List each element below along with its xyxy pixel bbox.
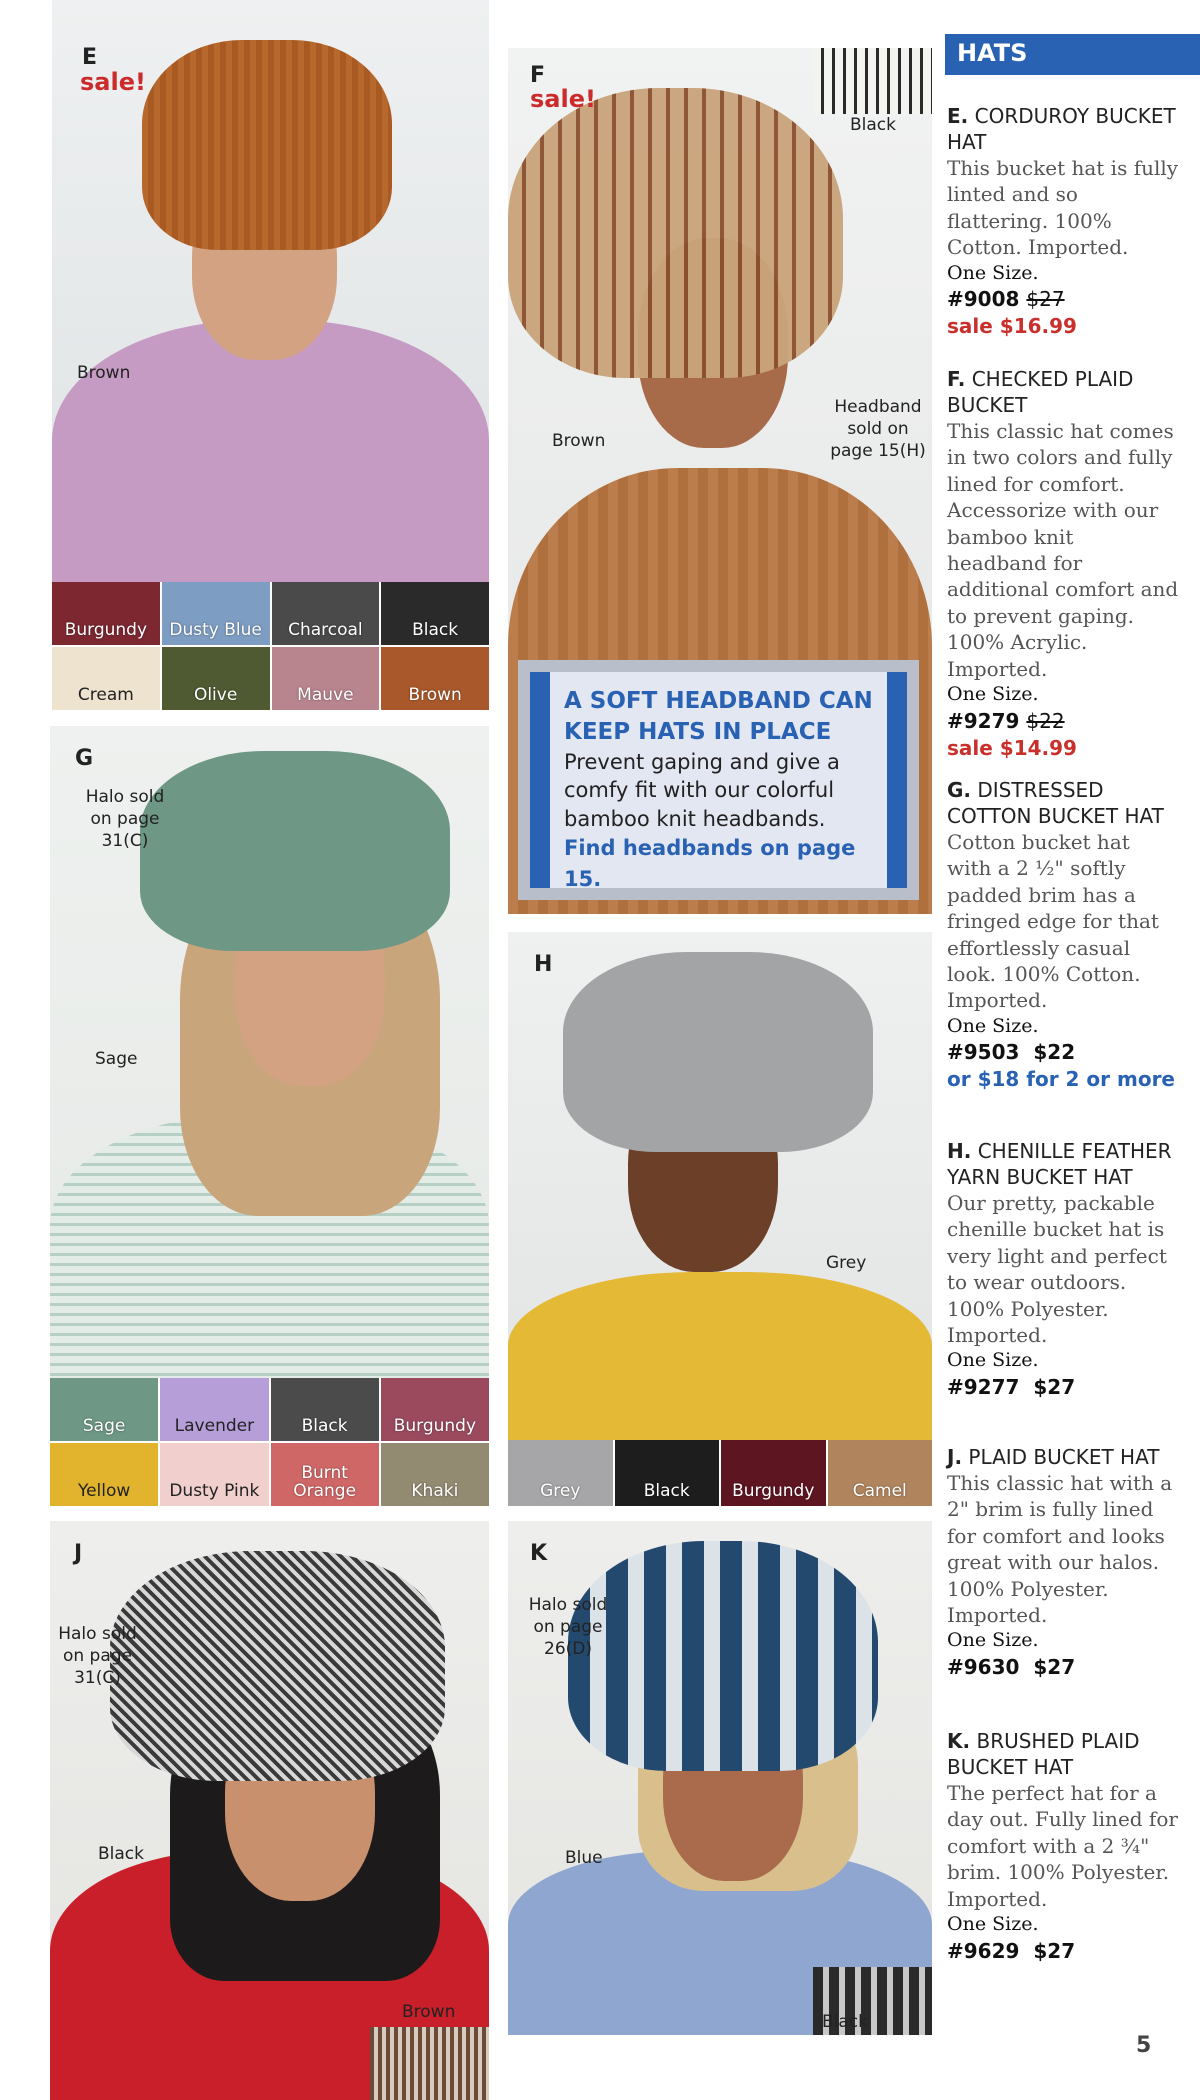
swatch-label: Mauve [297, 685, 354, 706]
swatch[interactable] [721, 1440, 826, 1506]
photo-e-letter: E [82, 45, 98, 70]
swatch[interactable] [162, 582, 270, 645]
swatch[interactable] [50, 1378, 158, 1441]
photo-e-sale-tag: sale! [80, 68, 146, 96]
product-name: CHENILLE FEATHER YARN BUCKET HAT [947, 1139, 1172, 1189]
photo-k-halo-note: Halo sold on page 26(D) [528, 1595, 608, 1660]
product-title [947, 1444, 1179, 1470]
callout-body: Prevent gaping and give a comfy fit with our colorful bamboo knit headbands. [564, 750, 840, 831]
swatch[interactable] [50, 1443, 158, 1506]
swatch[interactable] [381, 647, 489, 710]
product-item-number: #9008 [947, 287, 1020, 312]
product-description: This classic hat comes in two colors and fully lined for comfort. Accessorize with our bamboo knit headband for additional comfort and to prevent gaping. 100% Acrylic. Imported. [947, 419, 1179, 681]
photo-g [50, 726, 489, 1378]
swatch[interactable] [52, 647, 160, 710]
product-letter: J. [947, 1445, 963, 1469]
swatch[interactable] [381, 582, 489, 645]
swatches-g [50, 1378, 489, 1506]
swatch-label: Black [643, 1481, 690, 1502]
product-size: One Size. [947, 682, 1039, 705]
product-size: One Size. [947, 1349, 1039, 1372]
swatch-label: Black [412, 620, 459, 641]
product-price: $27 [1033, 1374, 1076, 1399]
photo-g-color-caption: Sage [95, 1049, 138, 1069]
swatch-label: Brown [408, 685, 462, 706]
product-price-line [947, 1039, 1179, 1066]
photo-k-color-caption: Blue [565, 1848, 603, 1868]
swatch-label: Yellow [77, 1481, 131, 1502]
photo-j-halo-note: Halo sold on page 31(C) [58, 1624, 137, 1689]
swatch[interactable] [271, 1443, 379, 1506]
photo-f-headband-note: Headband sold on page 15(H) [830, 397, 926, 462]
product-g [947, 777, 1179, 1093]
photo-f-inset-swatch[interactable] [813, 48, 932, 114]
product-price: $27 [1033, 1654, 1076, 1679]
product-f [947, 366, 1179, 762]
photo-j-inset-swatch[interactable] [370, 2027, 489, 2100]
swatch[interactable] [160, 1443, 268, 1506]
swatch[interactable] [52, 582, 160, 645]
swatch-label: Dusty Blue [169, 620, 262, 641]
section-header: HATS [945, 34, 1200, 75]
swatch[interactable] [615, 1440, 720, 1506]
product-price: $27 [1026, 287, 1065, 312]
product-sale-price: sale $14.99 [947, 735, 1077, 760]
product-name: CORDUROY BUCKET HAT [947, 104, 1176, 154]
photo-k [508, 1521, 932, 2035]
swatch-label: Cream [77, 685, 134, 706]
photo-k-inset-caption: Black [822, 2012, 868, 2032]
swatch-label: Khaki [411, 1481, 459, 1502]
swatch-label: Burnt Orange [293, 1463, 357, 1502]
photo-g-halo-note: Halo sold on page 31(C) [85, 787, 165, 852]
product-description: This classic hat with a 2" brim is fully lined for comfort and looks great with our halos. 100% Polyester. Imported. [947, 1471, 1173, 1627]
swatch-label: Black [301, 1416, 348, 1437]
photo-e-color-caption: Brown [77, 363, 131, 383]
product-title [947, 103, 1179, 155]
photo-h [508, 932, 932, 1440]
product-description: Our pretty, packable chenille bucket hat is very light and perfect to wear outdoors. 100% Polyester. Imported. [947, 1191, 1167, 1347]
product-sale-price: sale $16.99 [947, 314, 1077, 339]
product-price: $22 [1026, 708, 1065, 733]
photo-j-color-caption: Black [98, 1844, 144, 1864]
photo-f-letter: F [530, 63, 546, 88]
product-multi-buy-deal: or $18 for 2 or more [947, 1067, 1175, 1092]
product-price-line [947, 708, 1179, 735]
product-e [947, 103, 1179, 340]
swatch-label: Lavender [174, 1416, 255, 1437]
product-description: Cotton bucket hat with a 2 ½" softly padded brim has a fringed edge for that effortlessly casual look. 100% Cotton. Imported. [947, 830, 1159, 1013]
product-item-number: #9630 [947, 1654, 1020, 1679]
swatch[interactable] [272, 582, 380, 645]
product-title [947, 777, 1179, 829]
swatch[interactable] [160, 1378, 268, 1441]
swatch[interactable] [828, 1440, 933, 1506]
product-k [947, 1728, 1179, 1965]
swatch-label: Burgundy [732, 1481, 815, 1502]
photo-j [50, 1521, 489, 2100]
swatches-h [508, 1440, 932, 1506]
product-item-number: #9279 [947, 708, 1020, 733]
product-size: One Size. [947, 261, 1039, 284]
swatch[interactable] [272, 647, 380, 710]
photo-e [52, 0, 489, 582]
swatch[interactable] [508, 1440, 613, 1506]
callout-title: A SOFT HEADBAND CAN KEEP HATS IN PLACE [564, 688, 873, 746]
photo-f-color-caption: Brown [552, 431, 606, 451]
product-letter: H. [947, 1139, 972, 1163]
swatches-e [52, 582, 489, 710]
product-h [947, 1138, 1179, 1401]
product-description: This bucket hat is fully linted and so flattering. 100% Cotton. Imported. [947, 156, 1179, 260]
product-price-line [947, 286, 1179, 313]
swatch-label: Camel [852, 1481, 907, 1502]
photo-f-sale-tag: sale! [530, 85, 596, 113]
swatch-label: Sage [82, 1416, 126, 1437]
product-letter: F. [947, 367, 966, 391]
page-number: 5 [1136, 2033, 1152, 2058]
product-size: One Size. [947, 1912, 1039, 1935]
product-letter: G. [947, 778, 972, 802]
product-item-number: #9503 [947, 1040, 1020, 1065]
product-letter: K. [947, 1729, 971, 1753]
photo-h-letter: H [534, 952, 553, 977]
product-name: BRUSHED PLAID BUCKET HAT [947, 1729, 1140, 1779]
headband-callout [530, 672, 907, 891]
photo-j-letter: J [74, 1541, 83, 1566]
product-title [947, 366, 1179, 418]
swatch[interactable] [381, 1378, 489, 1441]
swatch[interactable] [381, 1443, 489, 1506]
product-title [947, 1138, 1179, 1190]
photo-f-inset-caption: Black [850, 115, 896, 135]
swatch-label: Burgundy [64, 620, 148, 641]
product-j [947, 1444, 1179, 1681]
product-description: The perfect hat for a day out. Fully lined for comfort with a 2 ¾" brim. 100% Polyester. Imported. [947, 1781, 1178, 1911]
product-size: One Size. [947, 1014, 1039, 1037]
product-price-line [947, 1654, 1179, 1681]
product-size: One Size. [947, 1629, 1039, 1652]
swatch[interactable] [162, 647, 270, 710]
product-letter: E. [947, 104, 969, 128]
photo-j-inset-caption: Brown [402, 2002, 456, 2022]
product-name: DISTRESSED COTTON BUCKET HAT [947, 778, 1164, 828]
photo-g-letter: G [75, 746, 94, 771]
swatch-label: Charcoal [288, 620, 363, 641]
swatch-label: Dusty Pink [169, 1481, 260, 1502]
product-price-line [947, 1374, 1179, 1401]
product-price-line [947, 1938, 1179, 1965]
swatch-label: Burgundy [393, 1416, 477, 1437]
swatch-label: Olive [193, 685, 238, 706]
product-title [947, 1728, 1179, 1780]
swatch-label: Grey [540, 1481, 581, 1502]
product-item-number: #9277 [947, 1374, 1020, 1399]
callout-link[interactable]: Find headbands on page 15. [564, 836, 856, 891]
product-name: CHECKED PLAID BUCKET [947, 367, 1134, 417]
photo-k-letter: K [530, 1541, 548, 1566]
photo-h-color-caption: Grey [826, 1253, 867, 1273]
product-price: $27 [1033, 1938, 1076, 1963]
product-item-number: #9629 [947, 1938, 1020, 1963]
swatch[interactable] [271, 1378, 379, 1441]
product-price: $22 [1033, 1040, 1076, 1065]
product-name: PLAID BUCKET HAT [968, 1445, 1160, 1469]
